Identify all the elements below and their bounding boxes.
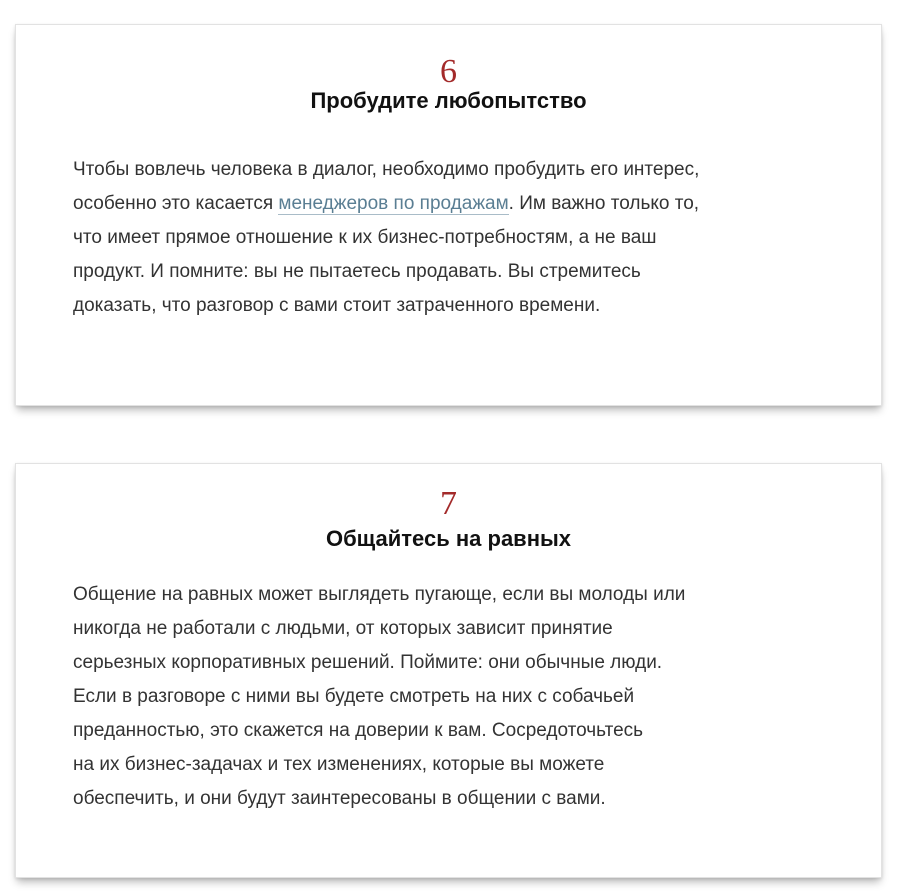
body-line: Если в разговоре с ними вы будете смотреть на них с собачьей (73, 686, 635, 707)
body-text: особенно это касается (73, 193, 279, 214)
body-line: Чтобы вовлечь человека в диалог, необходимо пробудить его интерес, (73, 159, 700, 180)
tip-card-6 (15, 24, 882, 406)
body-line: никогда не работали с людьми, от которых зависит принятие (73, 618, 613, 639)
tip-body (73, 153, 833, 323)
body-text: . Им важно только то, (508, 193, 700, 214)
body-line (73, 187, 833, 221)
tip-title: Пробудите любопытство (310, 88, 587, 113)
body-line: доказать, что разговор с вами стоит затраченного времени. (73, 295, 601, 316)
tip-title: Общайтесь на равных (325, 526, 572, 551)
tip-number: 6 (440, 53, 457, 90)
tip-card-7 (15, 463, 882, 878)
tip-body (73, 578, 833, 816)
body-line: что имеет прямое отношение к их бизнес-потребностям, а не ваш (73, 227, 657, 248)
body-line: серьезных корпоративных решений. Поймите: они обычные люди. (73, 652, 663, 673)
body-line: преданностью, это скажется на доверии к вам. Сосредоточьтесь (73, 720, 644, 741)
tip-number: 7 (440, 485, 457, 522)
body-line: на их бизнес-задачах и тех изменениях, которые вы можете (73, 754, 605, 775)
body-line: обеспечить, и они будут заинтересованы в общении с вами. (73, 788, 606, 809)
sales-managers-link[interactable]: менеджеров по продажам (278, 193, 509, 214)
body-line: продукт. И помните: вы не пытаетесь продавать. Вы стремитесь (73, 261, 641, 282)
body-line: Общение на равных может выглядеть пугающе, если вы молоды или (73, 584, 686, 605)
